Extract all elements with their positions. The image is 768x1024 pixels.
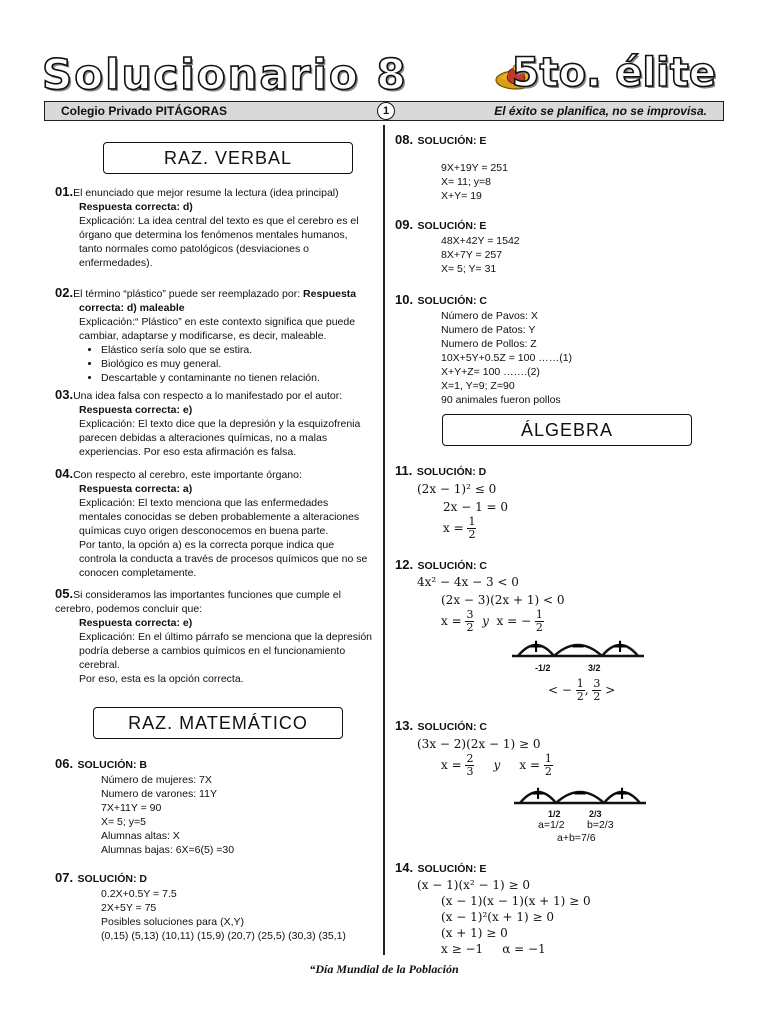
solution-letter: D bbox=[478, 466, 487, 478]
answer: Respuesta correcta: d) bbox=[79, 201, 193, 213]
question-number: 09. bbox=[395, 217, 414, 232]
solution-letter: C bbox=[479, 295, 487, 307]
explanation: Explicación:“ Plástico” en este contexto significa que puede cambiar, adaptarse y modificarse, es decir, maleable. bbox=[79, 316, 356, 342]
solution-line: X+Y+Z= 100 …….(2) bbox=[441, 366, 540, 378]
section-heading-matematico: RAZ. MATEMÁTICO bbox=[93, 707, 343, 739]
solution-label: SOLUCIÓN bbox=[417, 295, 473, 307]
question-text: El término “plástico” puede ser reemplazado por: bbox=[73, 288, 304, 300]
solution-line: 2X+5Y = 75 bbox=[101, 902, 157, 914]
question-number: 01. bbox=[55, 184, 74, 199]
bullet-list bbox=[55, 343, 373, 385]
question-04 bbox=[55, 467, 373, 580]
question-07: 07. SOLUCIÓN: D 0.2X+0.5Y = 7.5 2X+5Y = 75 Posibles soluciones para (X,Y) (0,15) (5,13) (10,11) (15,9) (20,7) (25,5) (30,3) (35,1) bbox=[55, 869, 373, 943]
answer: Respuesta correcta: e) bbox=[79, 617, 193, 629]
solution-letter: D bbox=[139, 873, 147, 885]
result-a: a=1/2 bbox=[538, 819, 565, 831]
explanation: Explicación: El texto menciona que las enfermedades mentales conocidas se deben probablemente a alteraciones químicas cuyo origen desconocemos en buena parte. bbox=[79, 497, 360, 537]
grade-title: 5to. élite bbox=[511, 50, 716, 96]
solution-line: Numero de varones: 11Y bbox=[101, 788, 217, 800]
solution-letter: C bbox=[479, 560, 487, 572]
math-line: x = $\frac{3}{2}$ y x = − $\frac{1}{2}$ bbox=[441, 608, 543, 634]
solution-letter: E bbox=[479, 135, 487, 147]
solution-line: 9X+19Y = 251 bbox=[441, 162, 508, 174]
math-line: (2x − 3)(2x + 1) < 0 bbox=[441, 593, 565, 607]
tick-label: 1/2 bbox=[548, 809, 561, 819]
solution-label: SOLUCIÓN bbox=[417, 220, 473, 232]
explanation: Explicación: En el último párrafo se menciona que la depresión podría deberse a cambios químicos en el funcionamiento cerebral. bbox=[79, 631, 373, 671]
solution-line: Número de mujeres: 7X bbox=[101, 774, 212, 786]
question-number: 12. bbox=[395, 557, 414, 572]
solution-letter: E bbox=[479, 220, 487, 232]
solution-line: Número de Pavos: X bbox=[441, 310, 538, 322]
question-01 bbox=[55, 185, 373, 270]
page-title: Solucionario 8 bbox=[42, 50, 408, 99]
section-heading-verbal: RAZ. VERBAL bbox=[103, 142, 353, 174]
question-number: 07. bbox=[55, 870, 74, 885]
solution-line: Numero de Patos: Y bbox=[441, 324, 536, 336]
math-line: 4x² − 4x − 3 < 0 bbox=[417, 575, 519, 589]
solution-line: 10X+5Y+0.5Z = 100 ……(1) bbox=[441, 352, 573, 364]
tick-label: 3/2 bbox=[588, 663, 601, 673]
solution-line: Alumnas bajas: 6X=6(5) =30 bbox=[101, 844, 235, 856]
question-number: 14. bbox=[395, 860, 414, 875]
question-text: Con respecto al cerebro, este importante órgano: bbox=[73, 469, 302, 481]
math-line: 2x − 1 = 0 bbox=[443, 500, 509, 514]
result-sum: a+b=7/6 bbox=[557, 832, 596, 844]
solution-line: 90 animales fueron pollos bbox=[441, 394, 561, 406]
motto: El éxito se planifica, no se improvisa. bbox=[494, 104, 707, 118]
explanation-2: Por tanto, la opción a) es la correcta porque indica que controla la conducta a través de procesos químicos que no se conocen completamente. bbox=[79, 539, 368, 579]
tick-label: 2/3 bbox=[589, 809, 602, 819]
math-line: (x − 1)(x² − 1) ≥ 0 bbox=[417, 878, 531, 892]
svg-text:+: + bbox=[528, 636, 544, 657]
question-06: 06. SOLUCIÓN: B Número de mujeres: 7X Numero de varones: 11Y 7X+11Y = 90 X= 5; y=5 Alumnas altas: X Alumnas bajas: 6X=6(5) =30 bbox=[55, 755, 373, 857]
column-divider bbox=[383, 125, 385, 955]
solution-label: SOLUCIÓN bbox=[77, 873, 133, 885]
question-text: Si consideramos las importantes funciones que cumple el cerebro, podemos concluir que: bbox=[55, 589, 341, 615]
solution-line: Posibles soluciones para (X,Y) bbox=[101, 916, 244, 928]
solution-label: SOLUCIÓN bbox=[417, 863, 473, 875]
solution-line: (0,15) (5,13) (10,11) (15,9) (20,7) (25,5) (30,3) (35,1) bbox=[101, 930, 346, 942]
svg-text:−: − bbox=[570, 636, 586, 657]
interval: < − $\frac{1}{2}$ , $\frac{3}{2}$ > bbox=[548, 677, 616, 703]
question-number: 05. bbox=[55, 586, 74, 601]
question-13: 13. SOLUCIÓN: C (3x − 2)(2x − 1) ≥ 0 x = $\frac{2}{3}$ y x = $\frac{1}{2}$ bbox=[395, 717, 715, 778]
answer: Respuesta correcta: e) bbox=[79, 404, 193, 416]
math-line: x = $\frac{2}{3}$ y x = $\frac{1}{2}$ bbox=[441, 752, 552, 778]
question-text: El enunciado que mejor resume la lectura (idea principal) bbox=[73, 187, 339, 199]
solution-line: Alumnas altas: X bbox=[101, 830, 180, 842]
explanation: Explicación: La idea central del texto es que el cerebro es el órgano que determina los fenómenos mentales humanos, tanto normales como patológicos (desviaciones o enfermedades). bbox=[79, 215, 359, 269]
solution-line: Numero de Pollos: Z bbox=[441, 338, 537, 350]
solution-line: X= 5; y=5 bbox=[101, 816, 146, 828]
question-number: 04. bbox=[55, 466, 74, 481]
question-05 bbox=[55, 587, 373, 686]
math-line: (3x − 2)(2x − 1) ≥ 0 bbox=[417, 737, 541, 751]
solution-label: SOLUCIÓN bbox=[416, 466, 473, 478]
question-02 bbox=[55, 286, 373, 385]
question-12: 12. SOLUCIÓN: C 4x² − 4x − 3 < 0 (2x − 3)(2x + 1) < 0 x = $\frac{3}{2}$ y x = − $\frac{1}{2}$ bbox=[395, 556, 715, 634]
tick-label: -1/2 bbox=[535, 663, 551, 673]
math-line: (2x − 1)² ≤ 0 bbox=[417, 482, 497, 496]
sign-chart-12 bbox=[508, 630, 648, 669]
math-line: (x − 1)(x − 1)(x + 1) ≥ 0 bbox=[441, 894, 591, 908]
solution-line: 0.2X+0.5Y = 7.5 bbox=[101, 888, 177, 900]
solution-line: 7X+11Y = 90 bbox=[101, 802, 162, 814]
solution-label: SOLUCIÓN bbox=[417, 560, 473, 572]
result-b: b=2/3 bbox=[587, 819, 614, 831]
question-10: 10. SOLUCIÓN: C Número de Pavos: X Numero de Patos: Y Numero de Pollos: Z 10X+5Y+0.5Z = 100 ……(1) X+Y+Z= 100 …….(2) X=1, Y=9; Z=90 90 animales fueron pollos bbox=[395, 291, 715, 407]
answer-part-1: Respuesta bbox=[303, 288, 357, 300]
question-number: 03. bbox=[55, 387, 74, 402]
solution-line: X=1, Y=9; Z=90 bbox=[441, 380, 515, 392]
explanation: Explicación: El texto dice que la depresión y la esquizofrenia parecen debidas a alteraciones químicas, no a malas experiencias. Por eso esta afirmación es falsa. bbox=[79, 418, 361, 458]
svg-text:+: + bbox=[614, 783, 630, 804]
explanation-2: Por eso, esta es la opción correcta. bbox=[79, 673, 244, 685]
question-number: 13. bbox=[395, 718, 414, 733]
solution-line: 48X+42Y = 1542 bbox=[441, 235, 520, 247]
solution-label: SOLUCIÓN bbox=[77, 759, 133, 771]
solution-line: X= 5; Y= 31 bbox=[441, 263, 497, 275]
page-number: 1 bbox=[377, 102, 395, 120]
math-line: (x + 1) ≥ 0 bbox=[441, 926, 508, 940]
list-item: • Descartable y contaminante no tienen relación. bbox=[101, 371, 373, 385]
question-number: 06. bbox=[55, 756, 74, 771]
list-item: • Elástico sería solo que se estira. bbox=[101, 343, 373, 357]
list-item: • Biológico es muy general. bbox=[101, 357, 373, 371]
solution-letter: C bbox=[479, 721, 487, 733]
solution-letter: E bbox=[479, 863, 487, 875]
question-08: 08. SOLUCIÓN: E 9X+19Y = 251 X= 11; y=8 X+Y= 19 bbox=[395, 131, 715, 203]
question-text: Una idea falsa con respecto a lo manifestado por el autor: bbox=[73, 390, 343, 402]
solution-letter: B bbox=[139, 759, 147, 771]
footer-note: “Día Mundial de la Población bbox=[309, 962, 459, 976]
question-09: 09. SOLUCIÓN: E 48X+42Y = 1542 8X+7Y = 257 X= 5; Y= 31 bbox=[395, 216, 715, 276]
solution-line: 8X+7Y = 257 bbox=[441, 249, 503, 261]
school-name: Colegio Privado PITÁGORAS bbox=[61, 104, 228, 118]
svg-text:+: + bbox=[530, 783, 546, 804]
question-number: 10. bbox=[395, 292, 414, 307]
question-number: 02. bbox=[55, 285, 74, 300]
question-03 bbox=[55, 388, 373, 459]
solution-line: X+Y= 19 bbox=[441, 190, 482, 202]
section-heading-algebra: ÁLGEBRA bbox=[442, 414, 692, 446]
answer-part-2: correcta: d) maleable bbox=[79, 302, 185, 314]
svg-text:+: + bbox=[612, 636, 628, 657]
solution-label: SOLUCIÓN bbox=[417, 135, 473, 147]
sign-chart-13 bbox=[510, 777, 650, 816]
question-number: 08. bbox=[395, 132, 414, 147]
math-line: x = $\frac{1}{2}$ bbox=[443, 515, 476, 541]
math-line: x ≥ −1 α = −1 bbox=[441, 942, 546, 956]
solution-label: SOLUCIÓN bbox=[417, 721, 473, 733]
answer: Respuesta correcta: a) bbox=[79, 483, 193, 495]
svg-text:−: − bbox=[572, 783, 588, 804]
question-14: 14. SOLUCIÓN: E (x − 1)(x² − 1) ≥ 0 (x − 1)(x − 1)(x + 1) ≥ 0 (x − 1)²(x + 1) ≥ 0 (x + 1) ≥ 0 x ≥ −1 α = −1 bbox=[395, 859, 715, 957]
solution-line: X= 11; y=8 bbox=[441, 176, 492, 188]
question-11: 11. SOLUCIÓN: D (2x − 1)² ≤ 0 2x − 1 = 0 x = $\frac{1}{2}$ bbox=[395, 462, 715, 541]
header-band bbox=[44, 101, 724, 121]
question-number: 11. bbox=[395, 463, 413, 478]
math-line: (x − 1)²(x + 1) ≥ 0 bbox=[441, 910, 555, 924]
